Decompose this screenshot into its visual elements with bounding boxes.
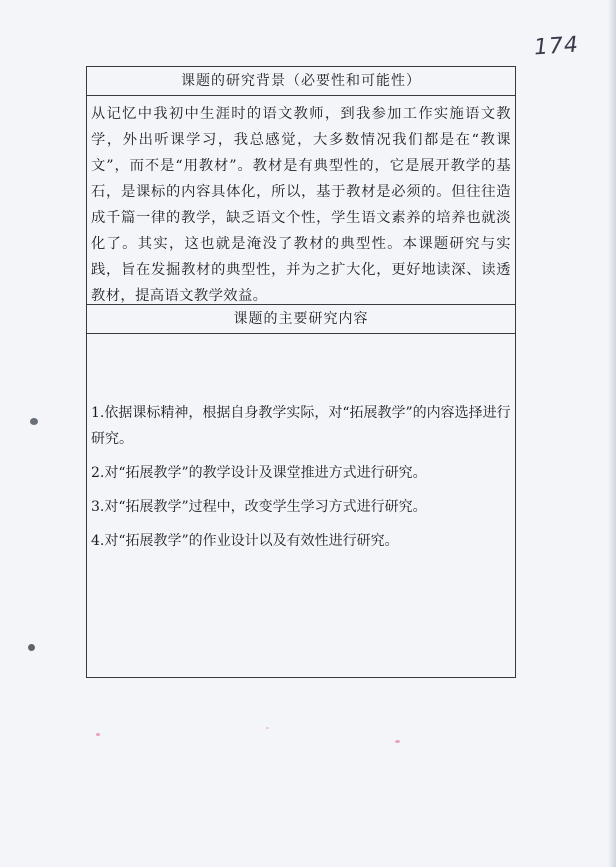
page-number: 174 bbox=[533, 32, 580, 61]
content-item-1: 1.依据课标精神，根据自身教学实际，对“拓展教学”的内容选择进行研究。 bbox=[91, 405, 511, 447]
research-form-table bbox=[86, 66, 516, 678]
ink-speck bbox=[96, 733, 100, 736]
content-section-body bbox=[87, 334, 515, 554]
ink-speck bbox=[395, 740, 400, 743]
scan-edge-shadow bbox=[608, 0, 616, 867]
punch-hole-mark bbox=[30, 418, 38, 425]
punch-hole-mark bbox=[28, 644, 35, 651]
ink-speck bbox=[266, 727, 269, 729]
background-section-text: 从记忆中我初中生涯时的语文教师，到我参加工作实施语文教学，外出听课学习，我总感觉，大多数情况我们都是在“教课文”，而不是“用教材”。教材是有典型性的，它是展开教学的基石，是课标的内容具体化，所以，基于教材是必须的。但往往造成千篇一律的教学，缺乏语文个性，学生语文素养的培养也就淡化了。其实，这也就是淹没了教材的典型性。本课题研究与实践，旨在发掘教材的典型性，并为之扩大化，更好地读深、读透教材，提高语文教学效益。 bbox=[91, 106, 511, 304]
content-item-4: 4.对“拓展教学”的作业设计以及有效性进行研究。 bbox=[91, 533, 399, 549]
content-section-header: 课题的主要研究内容 bbox=[87, 304, 515, 334]
content-item-3: 3.对“拓展教学”过程中，改变学生学习方式进行研究。 bbox=[91, 499, 427, 515]
content-item-2: 2.对“拓展教学”的教学设计及课堂推进方式进行研究。 bbox=[91, 465, 427, 481]
background-section-header: 课题的研究背景（必要性和可能性） bbox=[87, 67, 515, 96]
